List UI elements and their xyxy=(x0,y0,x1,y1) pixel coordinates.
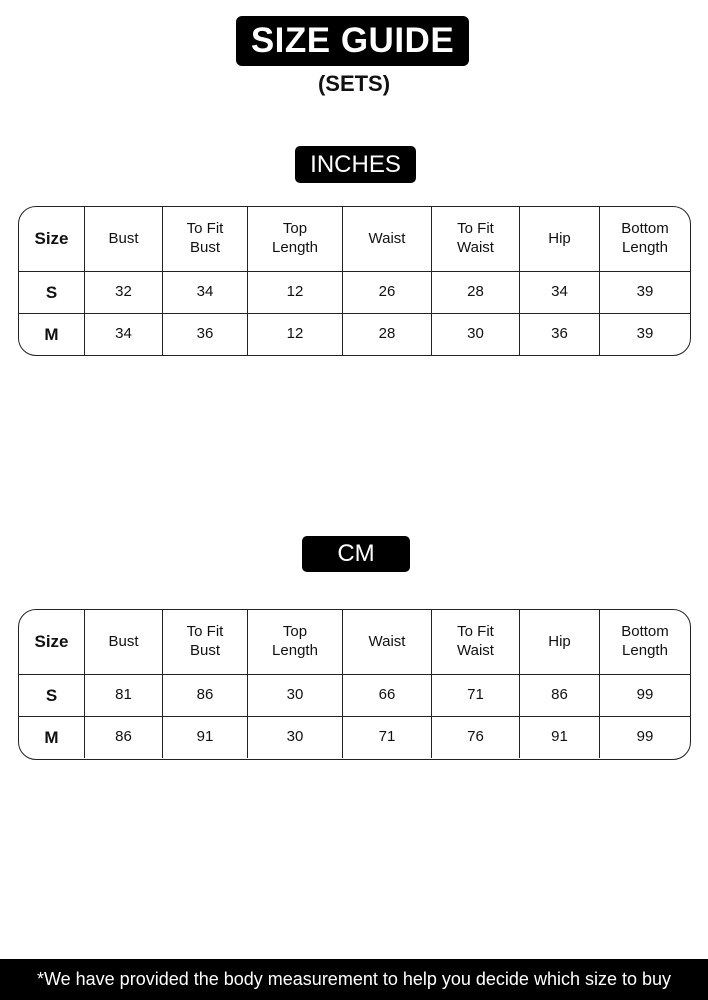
value-cell: 30 xyxy=(431,314,519,355)
table-header-row xyxy=(19,610,690,674)
page-subtitle: (SETS) xyxy=(317,71,391,96)
header-cell: To Fit Waist xyxy=(431,610,519,674)
header-cell: Size xyxy=(34,632,69,652)
header-cell: Hip xyxy=(519,207,599,271)
value-cell: 66 xyxy=(342,675,431,716)
value-cell: 34 xyxy=(84,314,162,355)
header-cell: To Fit Bust xyxy=(162,610,247,674)
value-cell: 81 xyxy=(84,675,162,716)
value-cell: 86 xyxy=(162,675,247,716)
value-cell: 86 xyxy=(84,717,162,758)
table-row xyxy=(19,271,690,313)
header-cell: Size xyxy=(34,229,69,249)
value-cell: 99 xyxy=(599,675,690,716)
header-cell: Bottom Length xyxy=(599,207,690,271)
table-header-row xyxy=(19,207,690,271)
value-cell: 12 xyxy=(247,272,342,313)
value-cell: 86 xyxy=(519,675,599,716)
table-row xyxy=(19,313,690,355)
value-cell: 32 xyxy=(84,272,162,313)
header-cell: Bust xyxy=(84,207,162,271)
value-cell: 34 xyxy=(519,272,599,313)
header-cell: To Fit Bust xyxy=(162,207,247,271)
value-cell: 39 xyxy=(599,314,690,355)
size-cell: M xyxy=(44,324,59,344)
value-cell: 28 xyxy=(431,272,519,313)
header-cell: Waist xyxy=(342,610,431,674)
table-row xyxy=(19,716,690,758)
header-cell: Waist xyxy=(342,207,431,271)
size-table-inches xyxy=(18,206,691,356)
value-cell: 36 xyxy=(519,314,599,355)
header-cell: Top Length xyxy=(247,207,342,271)
value-cell: 12 xyxy=(247,314,342,355)
value-cell: 91 xyxy=(162,717,247,758)
unit-label-cm: CM xyxy=(302,536,410,572)
value-cell: 26 xyxy=(342,272,431,313)
value-cell: 36 xyxy=(162,314,247,355)
value-cell: 91 xyxy=(519,717,599,758)
value-cell: 28 xyxy=(342,314,431,355)
table-row xyxy=(19,674,690,716)
value-cell: 30 xyxy=(247,717,342,758)
value-cell: 76 xyxy=(431,717,519,758)
value-cell: 99 xyxy=(599,717,690,758)
value-cell: 71 xyxy=(431,675,519,716)
header-cell: Bottom Length xyxy=(599,610,690,674)
value-cell: 71 xyxy=(342,717,431,758)
value-cell: 30 xyxy=(247,675,342,716)
header-cell: Hip xyxy=(519,610,599,674)
size-cell: S xyxy=(45,282,58,302)
page-title: SIZE GUIDE xyxy=(236,16,469,66)
header-cell: Top Length xyxy=(247,610,342,674)
header-cell: Bust xyxy=(84,610,162,674)
size-table-cm xyxy=(18,609,691,760)
value-cell: 34 xyxy=(162,272,247,313)
header-cell: To Fit Waist xyxy=(431,207,519,271)
unit-label-inches: INCHES xyxy=(295,146,416,183)
size-cell: S xyxy=(45,685,58,705)
value-cell: 39 xyxy=(599,272,690,313)
size-cell: M xyxy=(44,727,59,747)
footer-note: *We have provided the body measurement to help you decide which size to buy xyxy=(0,959,708,1000)
